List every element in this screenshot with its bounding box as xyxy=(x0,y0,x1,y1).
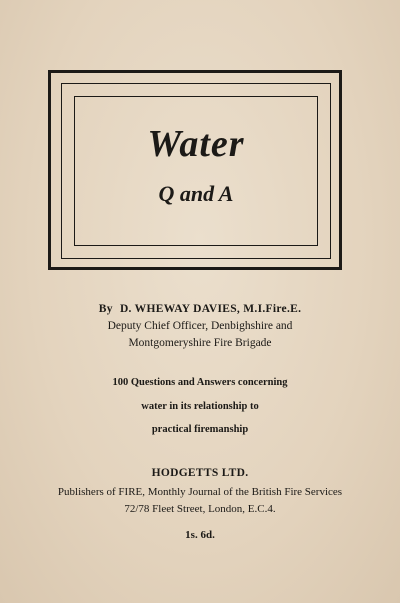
price-label: 1s. 6d. xyxy=(185,529,215,541)
description-line-1: 100 Questions and Answers concerning xyxy=(112,377,288,388)
author-name: D. WHEWAY DAVIES, M.I.Fire.E. xyxy=(119,303,302,315)
author-line xyxy=(0,303,400,315)
author-prefix: By xyxy=(98,303,113,315)
description-line-2: water in its relationship to xyxy=(141,401,259,412)
book-subtitle: Q and A xyxy=(158,181,234,206)
publisher-line-1: Publishers of FIRE, Monthly Journal of the British Fire Services xyxy=(57,486,343,498)
publisher-name: HODGETTS LTD. xyxy=(151,467,249,479)
title-frame-inner xyxy=(74,96,318,246)
author-role-line-1: Deputy Chief Officer, Denbighshire and xyxy=(107,320,293,332)
publisher-address: 72/78 Fleet Street, London, E.C.4. xyxy=(124,503,276,515)
description-line-3: practical firemanship xyxy=(151,424,249,435)
author-role-line-2: Montgomeryshire Fire Brigade xyxy=(128,337,272,349)
book-title: Water xyxy=(147,123,245,165)
